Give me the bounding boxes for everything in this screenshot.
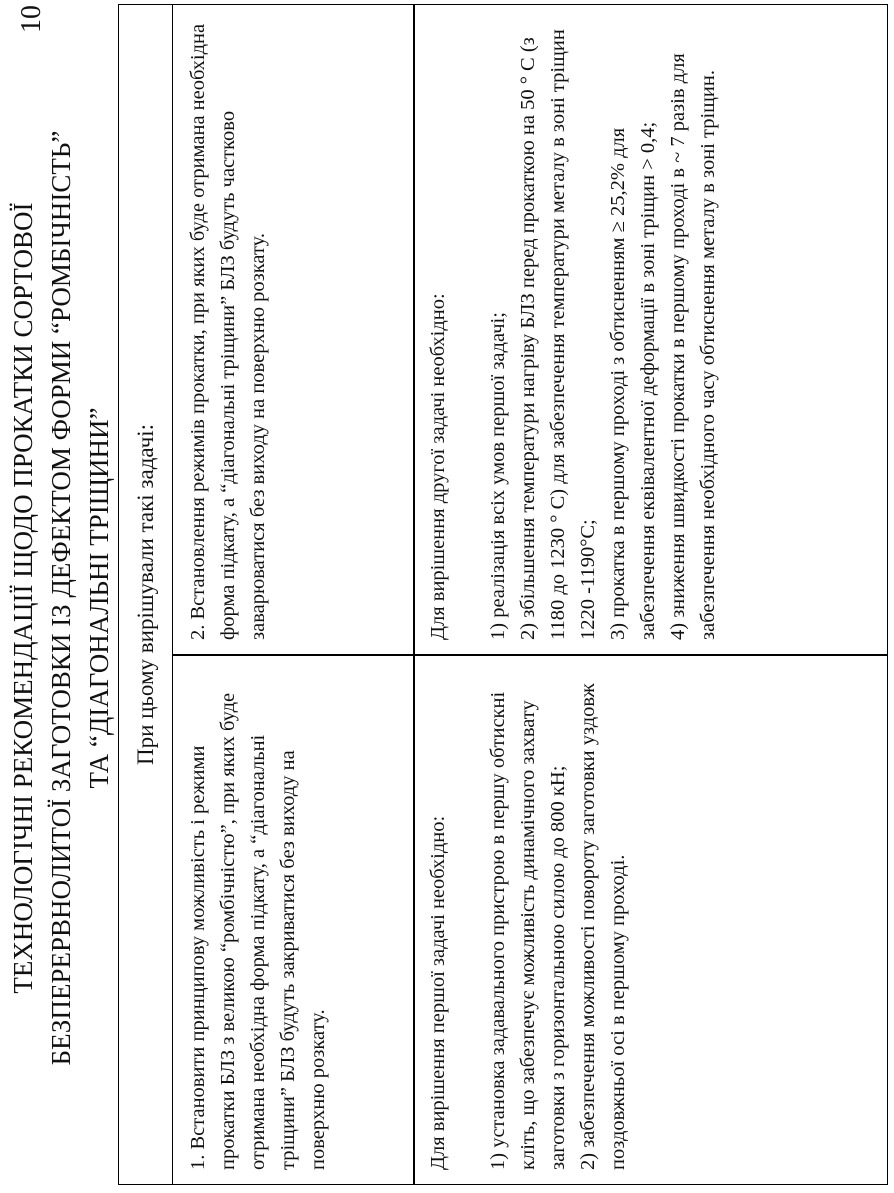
title-line: ТЕХНОЛОГІЧНІ РЕКОМЕНДАЦІЇ ЩОДО ПРОКАТКИ СОРТОВОЇ bbox=[8, 202, 38, 994]
page-title bbox=[4, 23, 118, 1173]
task-2-cell bbox=[175, 4, 413, 654]
tasks-table bbox=[118, 4, 888, 1185]
task-1-cell bbox=[175, 656, 413, 1184]
table-header: При цьому вирішували такі задачі: bbox=[119, 5, 173, 1184]
requirements-1-cell bbox=[415, 656, 887, 1184]
page-number: 10 bbox=[16, 5, 47, 33]
list-item: 3) прокатка в першому проході з обтисненням ≥ 25,2% для забезпечення еквівалентної деформації в зоні тріщин > 0,4; bbox=[607, 121, 659, 640]
title-line: ТА “ДІАГОНАЛЬНІ ТРІЩИНИ” bbox=[84, 407, 114, 789]
requirements-2-cell bbox=[415, 4, 887, 654]
requirements-2-heading: Для вирішення другої задачі необхідно: bbox=[427, 293, 449, 640]
list-item: 4) зниження швидкості прокатки в першому проході в ~ 7 разів для забезпечення необхідного часу обтиснення металу в зоні тріщин. bbox=[667, 53, 719, 640]
list-item: 2) збільшення температури нагріву БЛЗ перед прокаткою на 50 ° С (з 1180 до 1230 ° С) для забезпечення температури металу в зоні тріщин 1220 -1190°С; bbox=[517, 29, 599, 640]
requirements-1-heading: Для вирішення першої задачі необхідно: bbox=[427, 815, 449, 1170]
task-1-text: 1. Встановити принципову можливість і режими прокатки БЛЗ з великою “ромбічністю”, при яких буде отримана необхідна форма підкату, а “діагональні тріщини” БЛЗ будуть закриватися без виходу на поверхню розкату. bbox=[187, 692, 329, 1170]
list-item: 2) забезпечення можливості повороту заготовки уздовж поздовжньої осі в першому проході. bbox=[577, 683, 629, 1170]
list-item: 1) установка задавального пристрою в першу обтискні кліть, що забезпечує можливість динамічного захвату заготовки з горизонтальною силою до 800 кН; bbox=[487, 691, 569, 1170]
title-line: БЕЗПЕРЕРВНОЛИТОЇ ЗАГОТОВКИ ІЗ ДЕФЕКТОМ ФОРМИ “РОМБІЧНІСТЬ” bbox=[46, 130, 76, 1066]
task-2-text: 2. Встановлення режимів прокатки, при яких буде отримана необхідна форма підкату, а “діагональні тріщини” БЛЗ будуть частково заварюватися без виходу на поверхню розкату. bbox=[187, 23, 269, 640]
list-item: 1) реалізація всіх умов першої задачі; bbox=[487, 312, 509, 640]
